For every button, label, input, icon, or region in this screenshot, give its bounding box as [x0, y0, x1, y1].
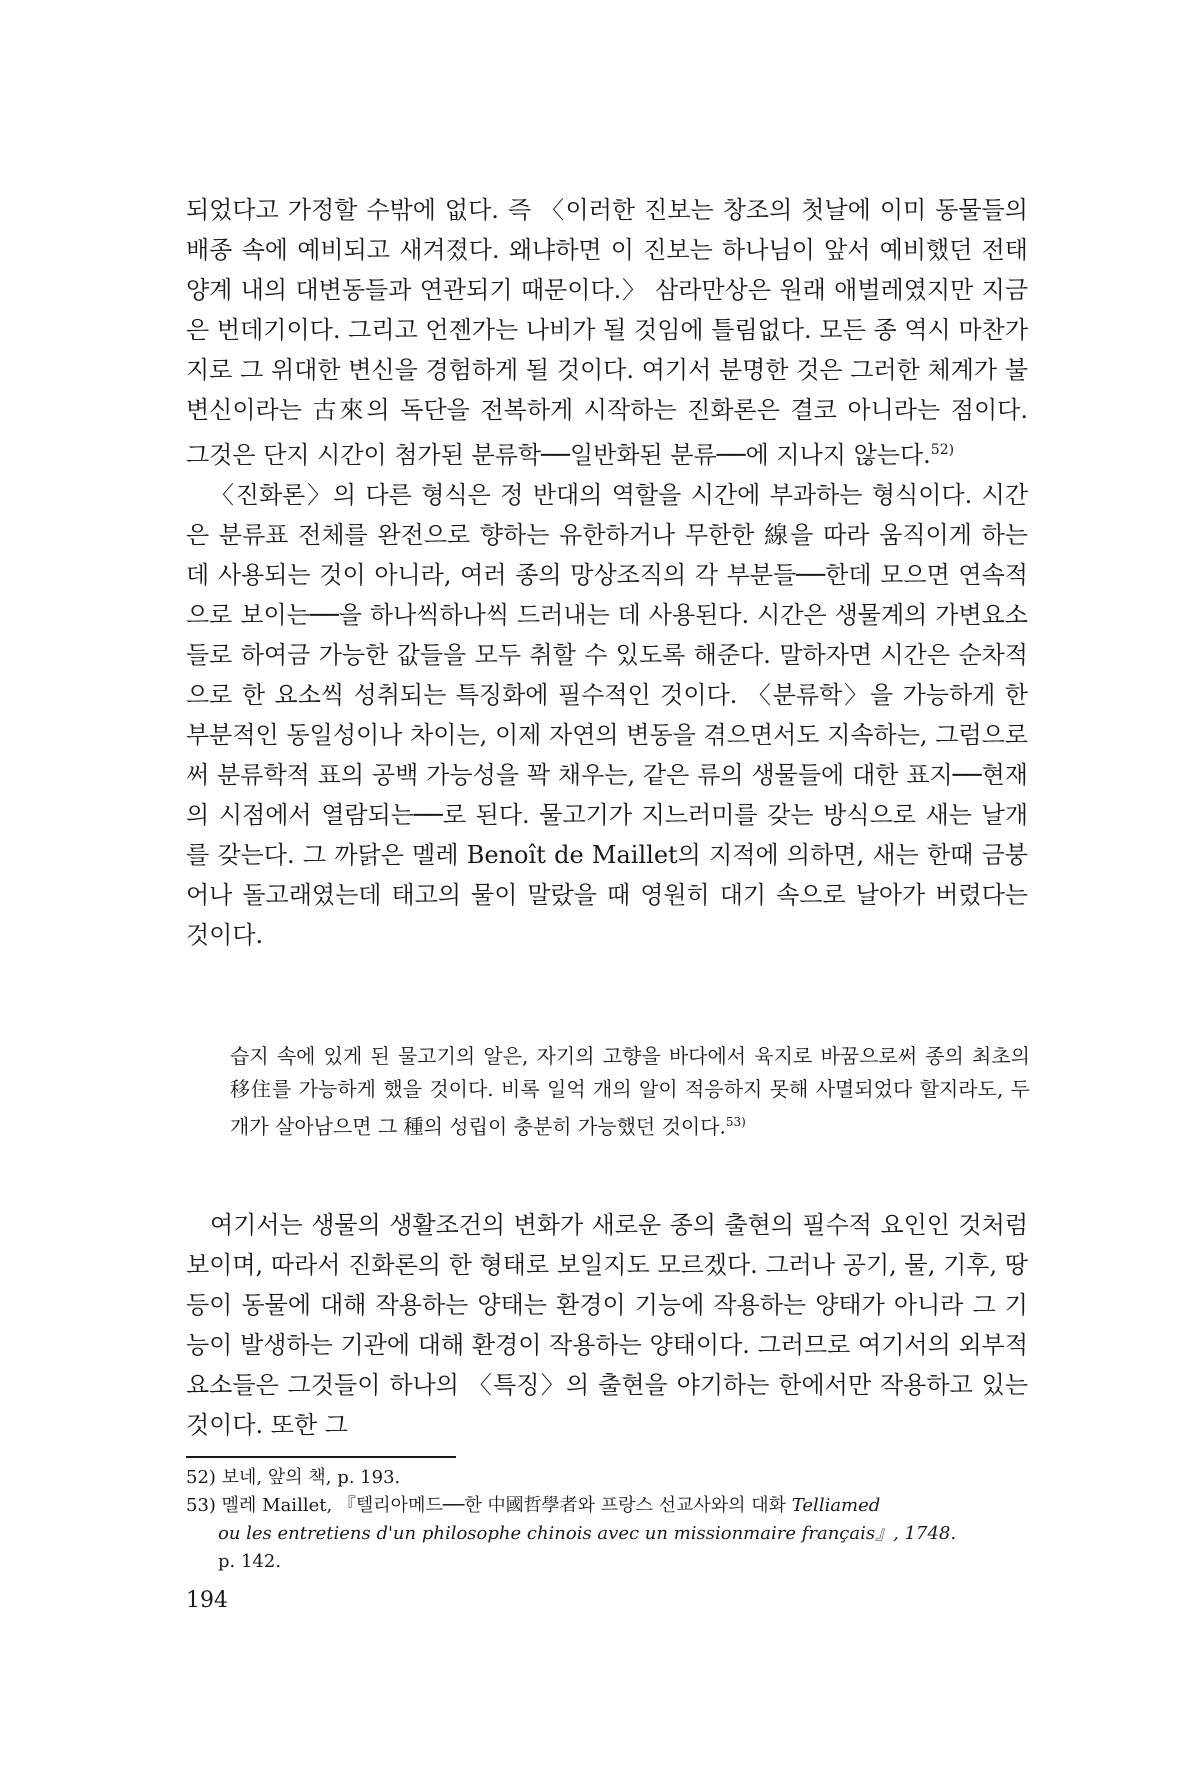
footnote-53-title: Telliamed	[791, 1495, 881, 1516]
paragraph: 〈진화론〉의 다른 형식은 정 반대의 역할을 시간에 부과하는 형식이다. 시간은 분류표 전체를 완전으로 향하는 유한하거나 무한한 線을 따라 움직이게 하는 데 사용되는 것이 아니라, 여러 종의 망상조직의 각 부분들──한데 모으면 연속적으로 보이는──을 하나씩하나씩 드러내는 데 사용된다. 시간은 생물계의 가변요소들로 하여금 가능한 값들을 모두 취할 수 있도록 해준다. 말하자면 시간은 순차적으로 한 요소씩 성취되는 특징화에 필수적인 것이다. 〈분류학〉을 가능하게 한 부분적인 동일성이나 차이는, 이제 자연의 변동을 겪으면서도 지속하는, 그럼으로써 분류학적 표의 공백 가능성을 꽉 채우는, 같은 류의 생물들에 대한 표지──현재의 시점에서 열람되는──로 된다. 물고기가 지느러미를 갖는 방식으로 새는 날개를 갖는다. 그 까닭은 멜레 Benoît de Maillet의 지적에 의하면, 새는 한때 금붕어나 돌고래였는데 태고의 물이 말랐을 때 영원히 대기 속으로 날아가 버렸다는 것이다.	[186, 481, 1028, 949]
paragraph: 여기서는 생물의 생활조건의 변화가 새로운 종의 출현의 필수적 요인인 것처럼 보이며, 따라서 진화론의 한 형태로 보일지도 모르겠다. 그러나 공기, 물, 기후, 땅 등이 동물에 대해 작용하는 양태는 환경이 기능에 작용하는 양태가 아니라 그 기능이 발생하는 기관에 대해 환경이 작용하는 양태이다. 그러므로 여기서의 외부적 요소들은 그것들이 하나의 〈특징〉의 출현을 야기하는 한에서만 작용하고 있는 것이다. 또한 그	[186, 1211, 1028, 1439]
footnote-ref: 53)	[725, 1115, 746, 1129]
block-quote	[230, 1040, 1030, 1144]
footnote-53-title-cont: ou les entretiens d'un philosophe chinois avec un missionmaire français』, 1748.	[218, 1523, 957, 1544]
footnote-53-text: 53) 멜레 Maillet, 『텔리아메드──한 中國哲學者와 프랑스 선교사와의 대화	[186, 1495, 787, 1516]
footnote-ref: 52)	[930, 442, 955, 458]
page-number: 194	[186, 1588, 228, 1613]
paragraph-text: 되었다고 가정할 수밖에 없다. 즉 〈이러한 진보는 창조의 첫날에 이미 동물들의 배종 속에 예비되고 새겨졌다. 왜냐하면 이 진보는 하나님이 앞서 예비했던 전태양계 내의 대변동들과 연관되기 때문이다.〉 삼라만상은 원래 애벌레였지만 지금은 번데기이다. 그리고 언젠가는 나비가 될 것임에 틀림없다. 모든 종 역시 마찬가지로 그 위대한 변신을 경험하게 될 것이다. 여기서 분명한 것은 그러한 체계가 불변신이라는 古來의 독단을 전복하게 시작하는 진화론은 결코 아니라는 점이다. 그것은 단지 시간이 첨가된 분류학──일반화된 분류──에 지나지 않는다.	[186, 196, 1028, 469]
footnotes	[186, 1464, 1028, 1576]
footnote-53	[186, 1492, 1028, 1576]
footnote-52: 52) 보네, 앞의 책, p. 193.	[186, 1467, 401, 1488]
main-text	[186, 190, 1028, 955]
main-text-continued	[186, 1205, 1028, 1445]
footnote-rule	[186, 1456, 456, 1458]
quote-text	[230, 1040, 1030, 1144]
quote-body: 습지 속에 있게 된 물고기의 알은, 자기의 고향을 바다에서 육지로 바꿈으로써 종의 최초의 移住를 가능하게 했을 것이다. 비록 일억 개의 알이 적응하지 못해 사멸되었다 할지라도, 두 개가 살아남으면 그 種의 성립이 충분히 가능했던 것이다.	[230, 1044, 1030, 1139]
footnote-53-page: p. 142.	[218, 1551, 282, 1572]
paragraph	[186, 190, 1028, 475]
